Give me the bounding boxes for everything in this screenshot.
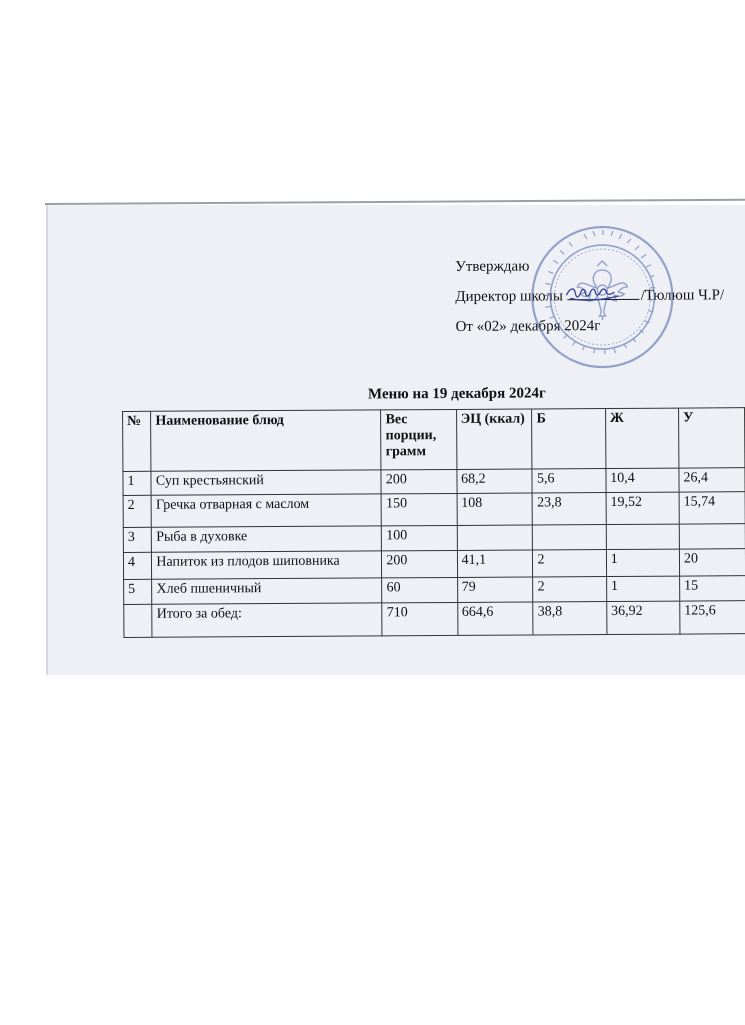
dish-name: Хлеб пшеничный [152, 578, 382, 604]
dish-weight: 150 [382, 493, 457, 525]
col-dish-name-header: Наименование блюд [151, 410, 381, 471]
dish-fat [606, 524, 679, 549]
table-row [124, 576, 745, 605]
dish-protein: 23,8 [533, 493, 607, 525]
dish-protein: 2 [533, 550, 606, 577]
dish-weight: 200 [382, 550, 457, 577]
dish-fat: 1 [606, 549, 679, 576]
dish-energy: 68,2 [457, 469, 533, 493]
table-header-row [123, 408, 745, 472]
total-number-cell [124, 604, 153, 637]
dish-weight: 200 [381, 469, 456, 493]
table-row [123, 524, 745, 553]
col-protein-header: Б [532, 409, 606, 469]
dish-name: Рыба в духовке [152, 526, 382, 552]
dish-fat: 1 [606, 576, 679, 601]
col-carbs-header: У [679, 408, 745, 468]
dish-weight: 100 [382, 525, 457, 550]
total-protein: 38,8 [533, 602, 607, 635]
dish-energy: 79 [457, 577, 533, 602]
dish-energy [457, 525, 533, 550]
col-energy-header: ЭЦ (ккал) [456, 409, 532, 469]
total-weight: 710 [382, 602, 457, 635]
dish-protein: 2 [533, 577, 606, 602]
row-number: 4 [123, 552, 152, 579]
total-label: Итого за обед: [152, 603, 382, 637]
director-name: /Тюлюш Ч.Р/ [640, 287, 725, 304]
menu-table [122, 407, 745, 638]
col-number-header: № [123, 411, 152, 471]
approval-date: От «02» декабря 2024г [455, 318, 601, 335]
col-weight-header: Вес порции, грамм [381, 409, 457, 469]
dish-carbs: 20 [679, 549, 745, 576]
dish-name: Суп крестьянский [151, 470, 381, 495]
row-number: 5 [124, 579, 153, 604]
table-total-row [124, 601, 745, 638]
approve-label: Утверждаю [455, 258, 530, 275]
table-row [123, 492, 745, 528]
dish-carbs [679, 524, 745, 549]
row-number: 2 [123, 495, 152, 527]
signature-icon [564, 282, 626, 304]
row-number: 3 [123, 527, 152, 552]
dish-fat: 19,52 [606, 492, 679, 524]
dish-carbs: 15,74 [679, 492, 745, 524]
director-prefix: Директор школы [455, 288, 563, 305]
dish-carbs: 26,4 [679, 468, 745, 492]
dish-carbs: 15 [680, 576, 745, 601]
total-carbs: 125,6 [680, 601, 745, 634]
dish-fat: 10,4 [606, 468, 679, 492]
dish-protein [533, 525, 606, 550]
dish-name: Гречка отварная с маслом [151, 494, 381, 527]
row-number: 1 [123, 471, 152, 495]
dish-name: Напиток из плодов шиповника [152, 551, 382, 579]
table-row [123, 549, 745, 580]
col-fat-header: Ж [605, 408, 679, 468]
total-energy: 664,6 [457, 602, 533, 635]
dish-energy: 108 [457, 493, 533, 525]
dish-energy: 41,1 [457, 550, 533, 577]
dish-weight: 60 [382, 577, 457, 602]
dish-protein: 5,6 [532, 469, 605, 493]
total-fat: 36,92 [607, 601, 680, 634]
menu-title: Меню на 19 декабря 2024г [367, 385, 546, 403]
